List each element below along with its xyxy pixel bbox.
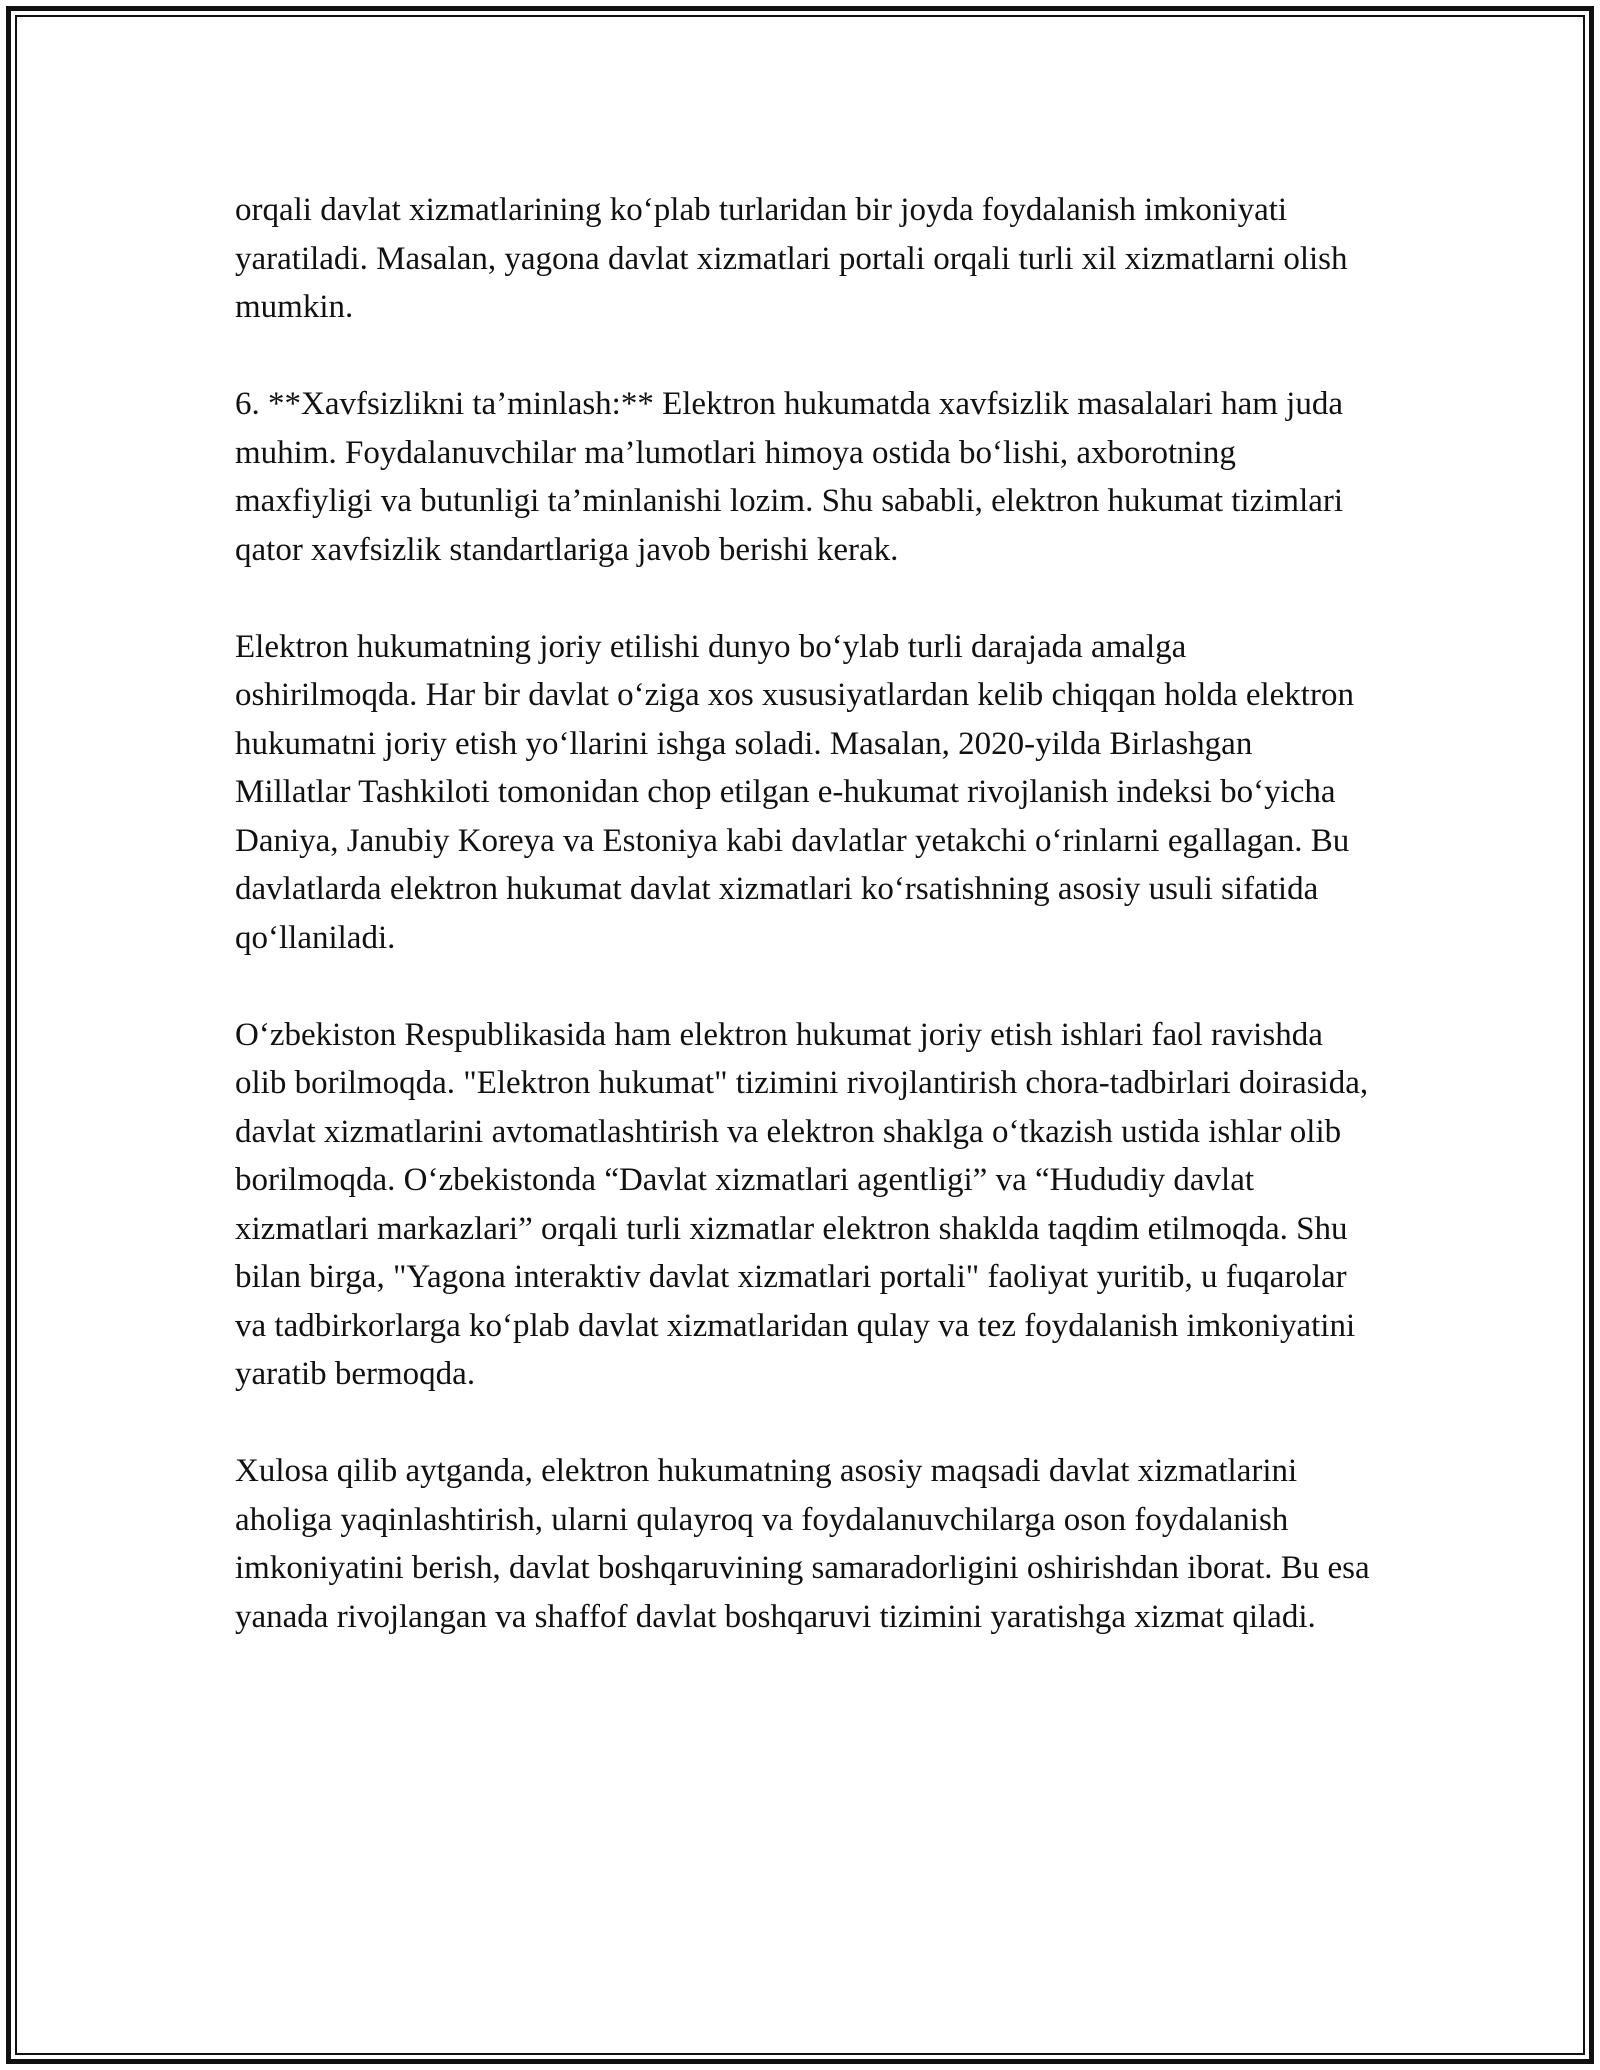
paragraph-services-continuation: orqali davlat xizmatlarining ko‘plab turlaridan bir joyda foydalanish imkoniyati yaratiladi. Masalan, yagona davlat xizmatlari portali orqali turli xil xizmatlarni olish mumkin. [235, 192, 1348, 325]
paragraph-conclusion: Xulosa qilib aytganda, elektron hukumatning asosiy maqsadi davlat xizmatlarini aholiga yaqinlashtirish, ularni qulayroq va foydalanuvchilarga oson foydalanish imkoniyatini berish, davlat boshqaruvining samaradorligini oshirishdan iborat. Bu esa yanada rivojlangan va shaffof davlat boshqaruvi tizimini yaratishga xizmat qiladi. [235, 1453, 1370, 1635]
paragraph-security: 6. **Xavfsizlikni ta’minlash:** Elektron hukumatda xavfsizlik masalalari ham juda muhim. Foydalanuvchilar ma’lumotlari himoya ostida bo‘lishi, axborotning maxfiyligi va butunligi ta’minlanishi lozim. Shu sababli, elektron hukumat tizimlari qator xavfsizlik standartlariga javob berishi kerak. [235, 386, 1344, 568]
paragraph-uzbekistan: O‘zbekiston Respublikasida ham elektron hukumat joriy etish ishlari faol ravishda olib borilmoqda. "Elektron hukumat" tizimini rivojlantirish chora-tadbirlari doirasida, davlat xizmatlarini avtomatlashtirish va elektron shaklga o‘tkazish ustida ishlar olib borilmoqda. O‘zbekistonda “Davlat xizmatlari agentligi” va “Hududiy davlat xizmatlari markazlari” orqali turli xizmatlar elektron shaklda taqdim etilmoqda. Shu bilan birga, "Yagona interaktiv davlat xizmatlari portali" faoliyat yuritib, u fuqarolar va tadbirkorlarga ko‘plab davlat xizmatlaridan qulay va tez foydalanish imkoniyatini yaratib bermoqda. [235, 1016, 1369, 1392]
paragraph-global-adoption: Elektron hukumatning joriy etilishi dunyo bo‘ylab turli darajada amalga oshirilmoqda. Har bir davlat o‘ziga xos xususiyatlardan kelib chiqqan holda elektron hukumatni joriy etish yo‘llarini ishga soladi. Masalan, 2020-yilda Birlashgan Millatlar Tashkiloti tomonidan chop etilgan e-hukumat rivojlanish indeksi bo‘yicha Daniya, Janubiy Koreya va Estoniya kabi davlatlar yetakchi o‘rinlarni egallagan. Bu davlatlarda elektron hukumat davlat xizmatlari ko‘rsatishning asosiy usuli sifatida qo‘llaniladi. [235, 628, 1354, 956]
document-body [235, 186, 1370, 1690]
